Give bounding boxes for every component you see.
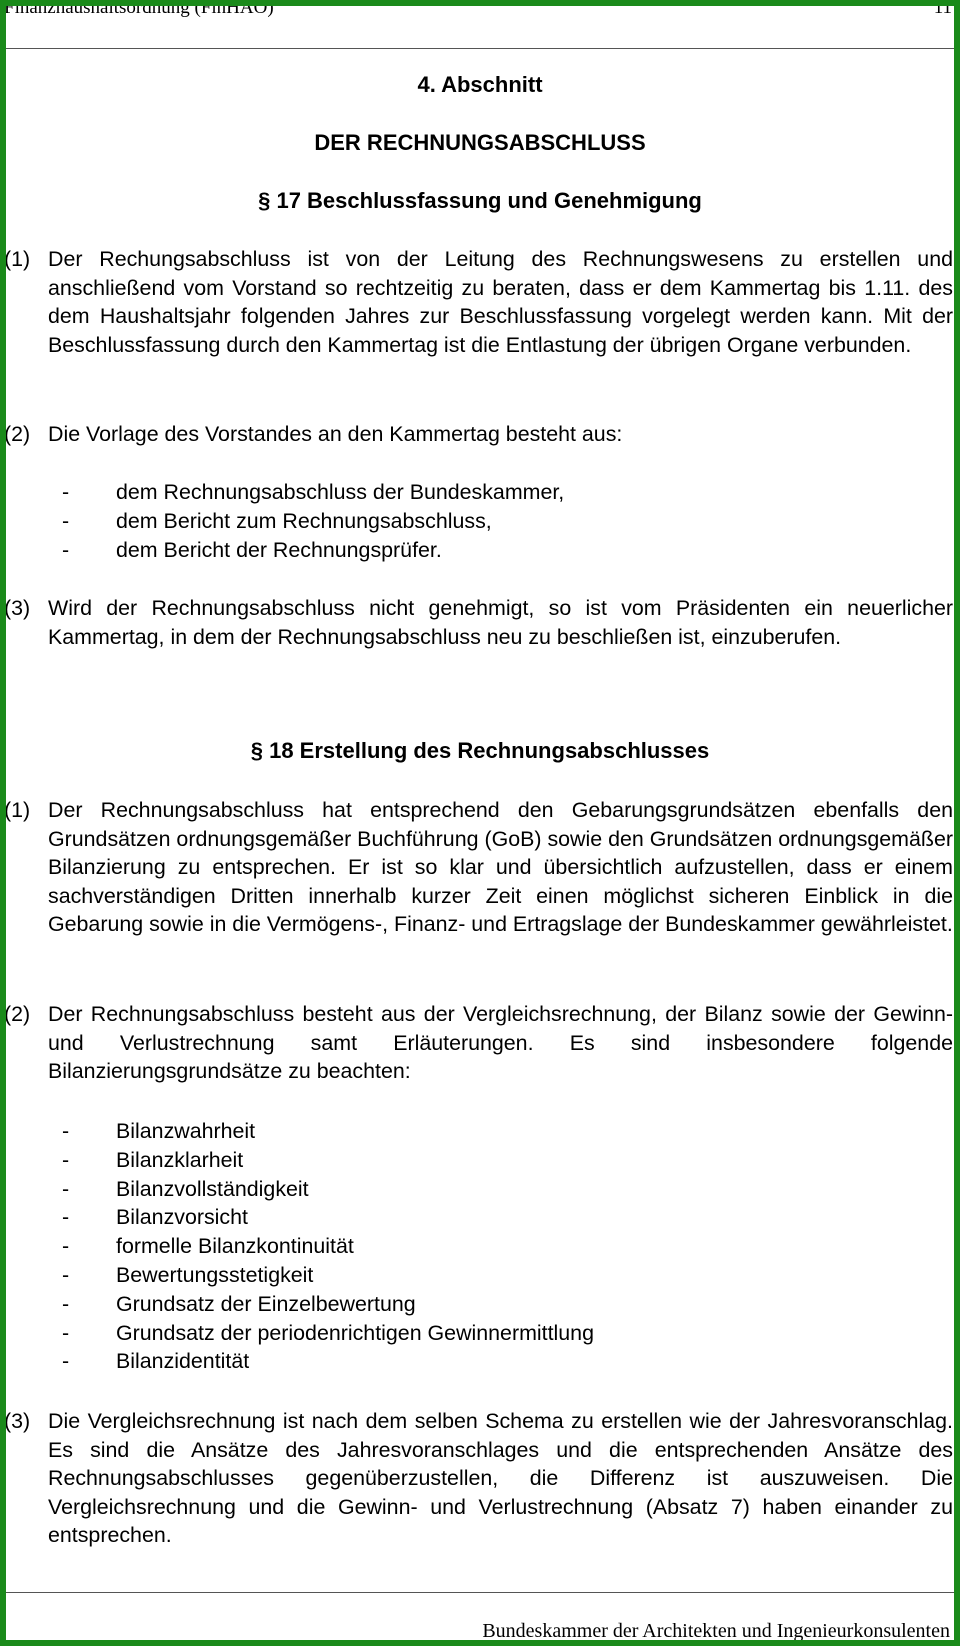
p17-list-item: dem Bericht zum Rechnungsabschluss, bbox=[116, 508, 492, 533]
p18-list-item: Bilanzvollständigkeit bbox=[116, 1176, 309, 1201]
p17-abs3-text bbox=[48, 594, 953, 651]
p18-abs2-number: (2) bbox=[4, 1002, 31, 1026]
p18-list-item: Bilanzidentität bbox=[116, 1349, 250, 1374]
p18-list-dash: - bbox=[62, 1349, 70, 1374]
page-footer: Bundeskammer der Architekten und Ingenieurkonsulenten bbox=[482, 1620, 950, 1642]
p18-list-item: Grundsatz der Einzelbewertung bbox=[116, 1291, 416, 1316]
p17-abs3-number: (3) bbox=[4, 596, 31, 620]
p18-abs1-text bbox=[48, 796, 953, 939]
page-header bbox=[0, 0, 960, 20]
p17-abs1-text bbox=[48, 245, 953, 359]
p18-list-dash: - bbox=[62, 1119, 70, 1143]
p18-list-dash: - bbox=[62, 1320, 70, 1345]
p17-abs1-number: (1) bbox=[4, 247, 31, 271]
p18-abs1-number: (1) bbox=[4, 798, 31, 822]
p18-list-item: formelle Bilanzkontinuität bbox=[116, 1234, 354, 1259]
p18-abs3-body: Die Vergleichsrechnung ist nach dem selben Schema zu erstellen wie der Jahresvoranschlag. Es sind die Ansätze des Jahresvoranschlages und die entsprechenden Ansätze des Rechnungsabschlusses gegenüberzustellen, die Differenz ist auszuweisen. Die Vergleichsrechnung und die Gewinn- und Verlustrechnung (Absatz 7) haben einander zu entsprechen. bbox=[48, 1409, 953, 1547]
p18-list-dash: - bbox=[62, 1205, 70, 1230]
section-label: 4. Abschnitt bbox=[417, 72, 543, 97]
chapter-heading: DER RECHNUNGSABSCHLUSS bbox=[314, 130, 646, 155]
p18-abs3-text bbox=[48, 1407, 953, 1550]
p17-abs1-body: Der Rechungsabschluss ist von der Leitung des Rechnungswesens zu erstellen und anschließend vom Vorstand so rechtzeitig zu beraten, dass er dem Kammertag bis 1.11. des dem Haushaltsjahr folgenden Jahres zur Beschlussfassung vorgelegt werden kann. Mit der Beschlussfassung durch den Kammertag ist die Entlastung der übrigen Organe verbunden. bbox=[48, 247, 953, 357]
p17-list-item: dem Bericht der Rechnungsprüfer. bbox=[116, 537, 442, 562]
p18-list-item: Bewertungsstetigkeit bbox=[116, 1263, 314, 1287]
p17-list-dash: - bbox=[62, 480, 70, 504]
p18-list-dash: - bbox=[62, 1234, 70, 1259]
p18-abs3-number: (3) bbox=[4, 1409, 31, 1433]
paragraph-18-title: § 18 Erstellung des Rechnungsabschlusses bbox=[250, 738, 710, 763]
p18-abs1-body: Der Rechnungsabschluss hat entsprechend den Gebarungsgrundsätzen ebenfalls den Grundsätzen ordnungsgemäßer Buchführung (GoB) sowie den Grundsätzen ordnungsgemäßer Bilanzierung zu entsprechen. Er ist so klar und übersichtlich aufzustellen, dass er einem sachverständigen Dritten innerhalb kurzer Zeit einen möglichst sicheren Einblick in die Gebarung sowie in die Vermögens-, Finanz- und Ertragslage der Bundeskammer gewährleistet. bbox=[48, 798, 953, 936]
p18-list-dash: - bbox=[62, 1176, 70, 1201]
footer-rule bbox=[6, 1592, 954, 1593]
paragraph-17-title: § 17 Beschlussfassung und Genehmigung bbox=[258, 188, 702, 213]
p17-list-dash: - bbox=[62, 508, 70, 533]
p18-list-dash: - bbox=[62, 1263, 70, 1287]
p18-list-item: Bilanzwahrheit bbox=[116, 1119, 256, 1143]
p17-list-item: dem Rechnungsabschluss der Bundeskammer, bbox=[116, 480, 565, 504]
p18-list-dash: - bbox=[62, 1291, 70, 1316]
header-title: Finanzhaushaltsordnung (FinHAO) bbox=[4, 0, 274, 18]
page-number: 11 bbox=[933, 0, 952, 18]
p17-list-dash: - bbox=[62, 537, 70, 562]
p17-abs3-body: Wird der Rechnungsabschluss nicht genehmigt, so ist vom Präsidenten ein neuerlicher Kammertag, in dem der Rechnungsabschluss neu zu beschließen ist, einzuberufen. bbox=[48, 596, 953, 649]
p18-list-dash: - bbox=[62, 1147, 70, 1172]
p17-abs2-number: (2) bbox=[4, 422, 31, 446]
p18-list-item: Bilanzvorsicht bbox=[116, 1205, 248, 1230]
p17-abs2-text: Die Vorlage des Vorstandes an den Kammertag besteht aus: bbox=[48, 422, 623, 446]
p18-list-item: Bilanzklarheit bbox=[116, 1147, 244, 1172]
header-rule bbox=[6, 48, 954, 49]
p18-list-item: Grundsatz der periodenrichtigen Gewinnermittlung bbox=[116, 1320, 594, 1345]
p18-abs2-text bbox=[48, 1000, 953, 1086]
p18-abs2-body: Der Rechnungsabschluss besteht aus der Vergleichsrechnung, der Bilanz sowie der Gewinn- und Verlustrechnung samt Erläuterungen. Es sind insbesondere folgende Bilanzierungsgrundsätze zu beachten: bbox=[48, 1002, 953, 1083]
